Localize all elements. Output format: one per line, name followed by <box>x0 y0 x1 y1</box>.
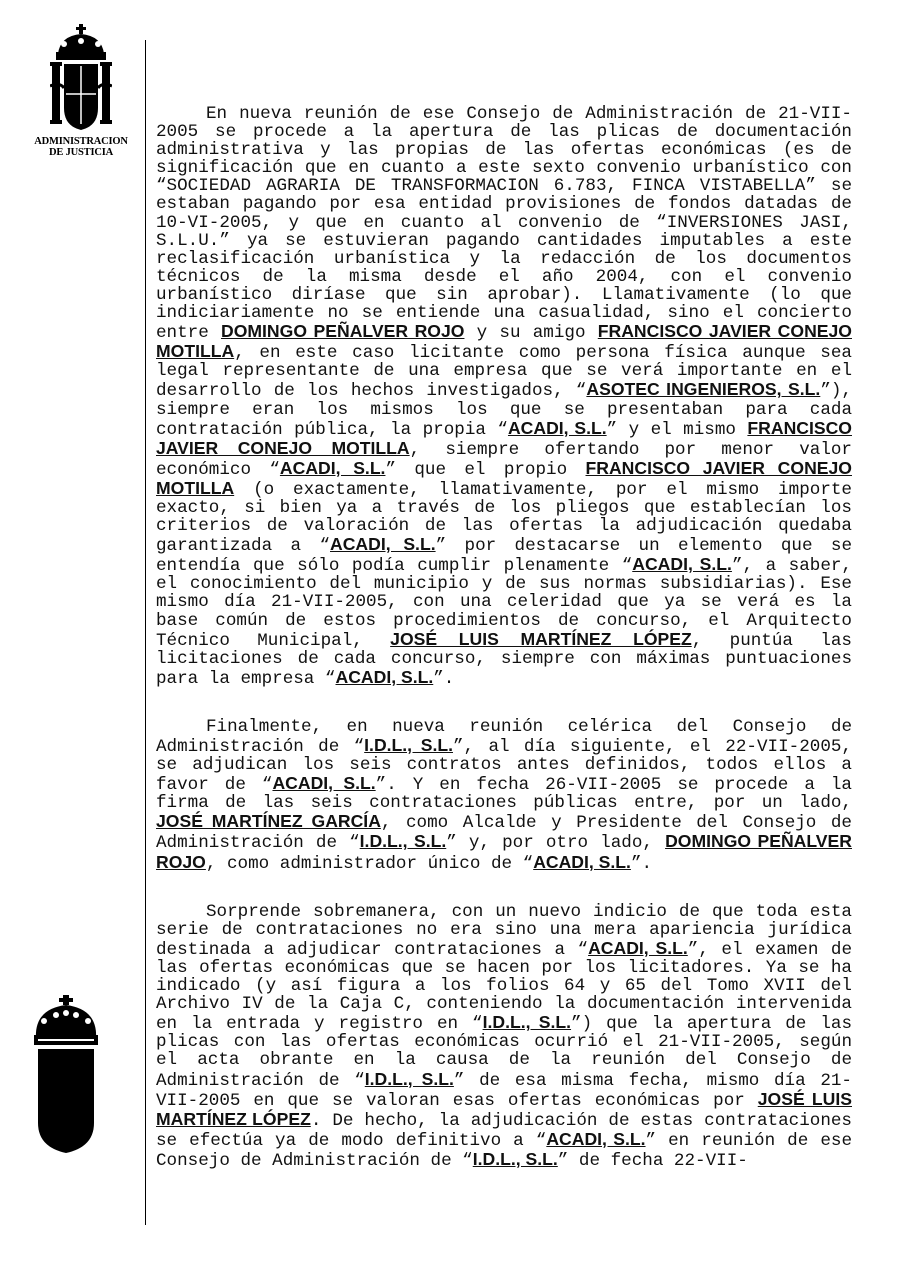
administracion-de-justicia-logo <box>26 24 136 158</box>
highlighted-name: I.D.L., S.L. <box>472 1148 558 1169</box>
paragraph-text: , siempre ofertando por menor valor económico “ <box>156 439 852 480</box>
highlighted-name: ACADI, S.L. <box>335 666 434 687</box>
royal-crown-shield-icon <box>50 24 112 132</box>
body-paragraph <box>156 903 852 1170</box>
paragraph-text: ”, el examen de las ofertas económicas que se hacen por los licitadores. Ya se ha indicado (y así figura a los folios 64 y 65 del Tomo XVII del Archivo IV de la Caja C, conteniendo la documentación intervenida en la entrada y registro en “ <box>156 939 852 1035</box>
highlighted-name: ACADI, S.L. <box>546 1128 646 1149</box>
paragraph-text: ” por destacarse un elemento que se entendía que sólo podía cumplir plenamente “ <box>156 536 853 577</box>
paragraph-text: Sorprende sobremanera, con un nuevo indicio de que toda esta serie de contrataciones no era sino una mera apariencia jurídica destinada a adjudicar contrataciones a “ <box>156 901 852 960</box>
logo-caption <box>26 136 136 158</box>
highlighted-name: I.D.L., S.L. <box>364 735 453 755</box>
highlighted-name: FRANCISCO JAVIER CONEJO MOTILLA <box>156 457 852 498</box>
paragraph-text: En nueva reunión de ese Consejo de Administración de 21-VII-2005 se procede a la apertura de las plicas de documentación administrativa y las propias de las ofertas económicas (es de significación que en cuanto a este sexto convenio urbanístico con “SOCIEDAD AGRARIA DE TRANSFORMACION 6.783, FINCA VISTABELLA” se estaban pagando por esa entidad provisiones de fondos datadas de 10-VI-2005, y que en cuanto al convenio de “INVERSIONES JASI, S.L.U.” ya se estuvieran pagando cantidades imputables a este reclasificación urbanística y la redacción de los documentos técnicos de la misma desde el año 2004, con el convenio urbanístico diríase que sin aprobar). Llamativamente (lo que indiciariamente no se entiende una casualidad, sino el concierto entre <box>156 104 852 344</box>
highlighted-name: ACADI, S.L. <box>588 937 688 958</box>
crowned-shield-icon <box>30 995 102 1155</box>
paragraph-text: ” de fecha 22-VII- <box>557 1150 748 1171</box>
highlighted-name: ASOTEC INGENIEROS, S.L. <box>586 379 821 400</box>
highlighted-name: JOSÉ MARTÍNEZ GARCÍA <box>156 811 381 832</box>
highlighted-name: I.D.L., S.L. <box>482 1012 572 1033</box>
paragraph-text: ” que el propio <box>385 459 586 480</box>
highlighted-name: ACADI, S.L. <box>632 554 732 575</box>
highlighted-name: FRANCISCO JAVIER CONEJO MOTILLA <box>156 321 852 362</box>
highlighted-name: ACADI, S.L. <box>279 457 386 478</box>
regional-coat-of-arms <box>30 995 102 1155</box>
margin-rule <box>145 40 146 1225</box>
paragraph-text: ”. <box>630 853 653 874</box>
paragraph-text: , como administrador único de “ <box>205 853 534 874</box>
paragraph-text: . De hecho, la adjudicación de estas contrataciones se efectúa ya de modo definitivo a “ <box>156 1110 852 1151</box>
paragraph-text: (o exactamente, llamativamente, por el mismo importe exacto, si bien ya a través de los pliegos que establecían los criterios de valoración de las ofertas la adjudicación quedaba garantizada a “ <box>156 479 852 557</box>
paragraph-text: , como Alcalde y Presidente del Consejo de Administración de “ <box>156 813 852 854</box>
highlighted-name: JOSÉ LUIS MARTÍNEZ LÓPEZ <box>156 1088 852 1129</box>
paragraph-text: ”. Y en fecha 26-VII-2005 se procede a la firma de las seis contrataciones públicas entre, por un lado, <box>156 775 852 814</box>
paragraph-text: Finalmente, en nueva reunión celérica del Consejo de Administración de “ <box>156 716 852 757</box>
paragraph-text: y su amigo <box>464 323 598 344</box>
paragraph-text: ”. <box>433 668 455 689</box>
highlighted-name: ACADI, S.L. <box>272 773 376 794</box>
body-paragraph <box>156 105 852 688</box>
paragraph-text: ” en reunión de ese Consejo de Administración de “ <box>156 1130 852 1171</box>
body-paragraph <box>156 718 852 873</box>
highlighted-name: JOSÉ LUIS MARTÍNEZ LÓPEZ <box>390 628 692 649</box>
highlighted-name: DOMINGO PEÑALVER ROJO <box>221 321 465 342</box>
highlighted-name: ACADI, S.L. <box>507 417 607 438</box>
highlighted-name: I.D.L., S.L. <box>364 1068 454 1089</box>
paragraph-text: ”, a saber, el conocimiento del municipio y de sus normas subsidiarias). Ese mismo día 21-VII-2005, con una celeridad que ya se verá es la base común de estos procedimientos de concurso, el Arquitecto Técnico Municipal, <box>156 556 852 651</box>
document-body <box>156 105 852 1170</box>
highlighted-name: DOMINGO PEÑALVER ROJO <box>156 831 852 872</box>
logo-caption-line1: ADMINISTRACION <box>34 136 128 147</box>
paragraph-text: ”), siempre eran los mismos los que se presentaban para cada contratación pública, la propia “ <box>156 381 852 440</box>
highlighted-name: I.D.L., S.L. <box>359 831 447 852</box>
highlighted-name: FRANCISCO JAVIER CONEJO MOTILLA <box>156 417 852 458</box>
highlighted-name: ACADI, S.L. <box>330 534 436 555</box>
logo-caption-line2: DE JUSTICIA <box>48 147 114 158</box>
paragraph-text: ” y el mismo <box>606 419 748 440</box>
paragraph-text: ”, al día siguiente, el 22-VII-2005, se adjudican los seis contratos antes definidos, todos ellos a favor de “ <box>156 737 852 796</box>
paragraph-text: ”) que la apertura de las plicas con las ofertas económicas ocurrió el 21-VII-2005, según el acta obrante en la causa de la reunión del Consejo de Administración de “ <box>156 1014 853 1091</box>
paragraph-text: ” de esa misma fecha, mismo día 21-VII-2005 en que se valoran esas ofertas económicas por <box>156 1070 852 1111</box>
highlighted-name: ACADI, S.L. <box>533 851 631 872</box>
paragraph-text: , puntúa las licitaciones de cada concurso, siempre con máximas puntuaciones para la empresa “ <box>156 630 852 689</box>
paragraph-text: , en este caso licitante como persona física aunque sea legal representante de una empresa que se verá importante en el desarrollo de los hechos investigados, “ <box>156 343 852 402</box>
paragraph-text: ” y, por otro lado, <box>446 833 666 854</box>
